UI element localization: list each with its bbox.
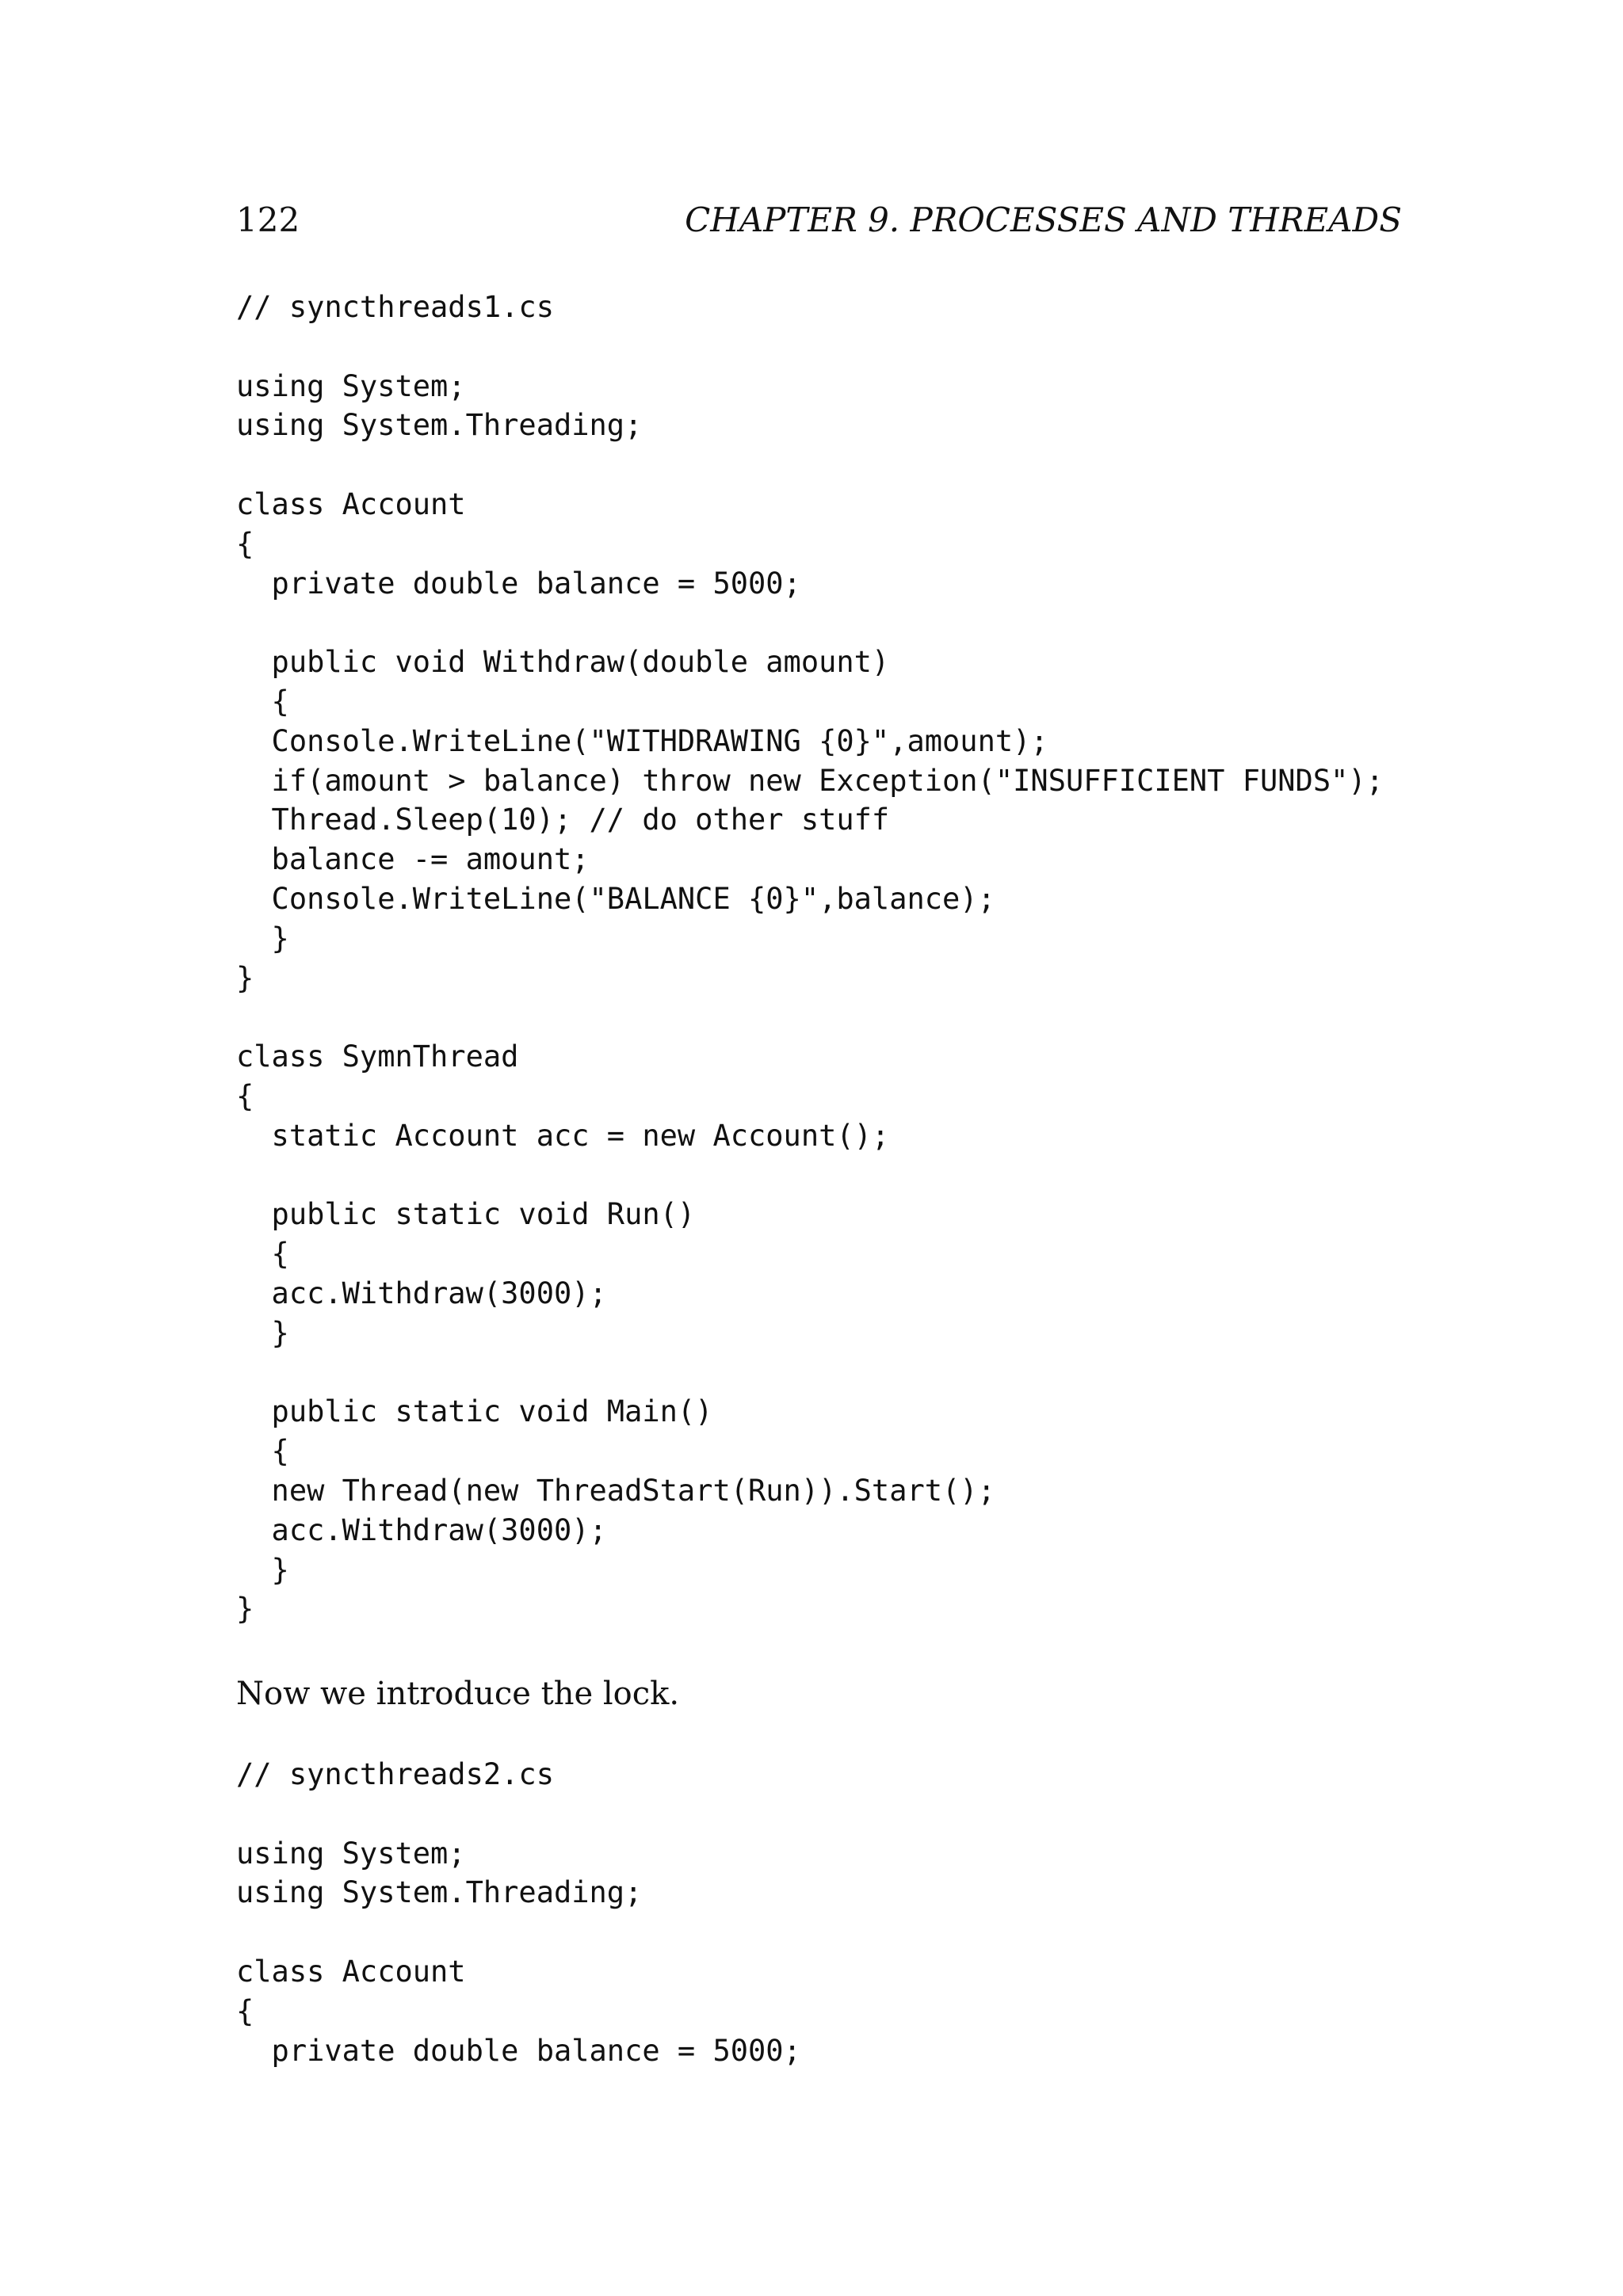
page-header (236, 196, 1402, 244)
code-listing-syncthreads2: // syncthreads2.cs using System; using System.Threading; class Account { private double balance = 5000; (236, 1757, 801, 2068)
code-listing-syncthreads1: // syncthreads1.cs using System; using System.Threading; class Account { private double balance = 5000; public void Withdraw(double amount) { Console.WriteLine("WITHDRAWING {0}",amount); if(amount > balance) throw new Exception("INSUFFICIENT FUNDS"); Thread.Sleep(10); // do other stuff balance -= amount; Console.WriteLine("BALANCE {0}",balance); } } class SymnThread { static Account acc = new Account(); public static void Run() { acc.Withdraw(3000); } public static void Main() { new Thread(new ThreadStart(Run)).Start(); acc.Withdraw(3000); } } (236, 290, 1384, 1627)
chapter-running-head: CHAPTER 9. PROCESSES AND THREADS (685, 200, 1402, 239)
body-paragraph: Now we introduce the lock. (236, 1676, 680, 1712)
page-number: 122 (236, 200, 300, 239)
